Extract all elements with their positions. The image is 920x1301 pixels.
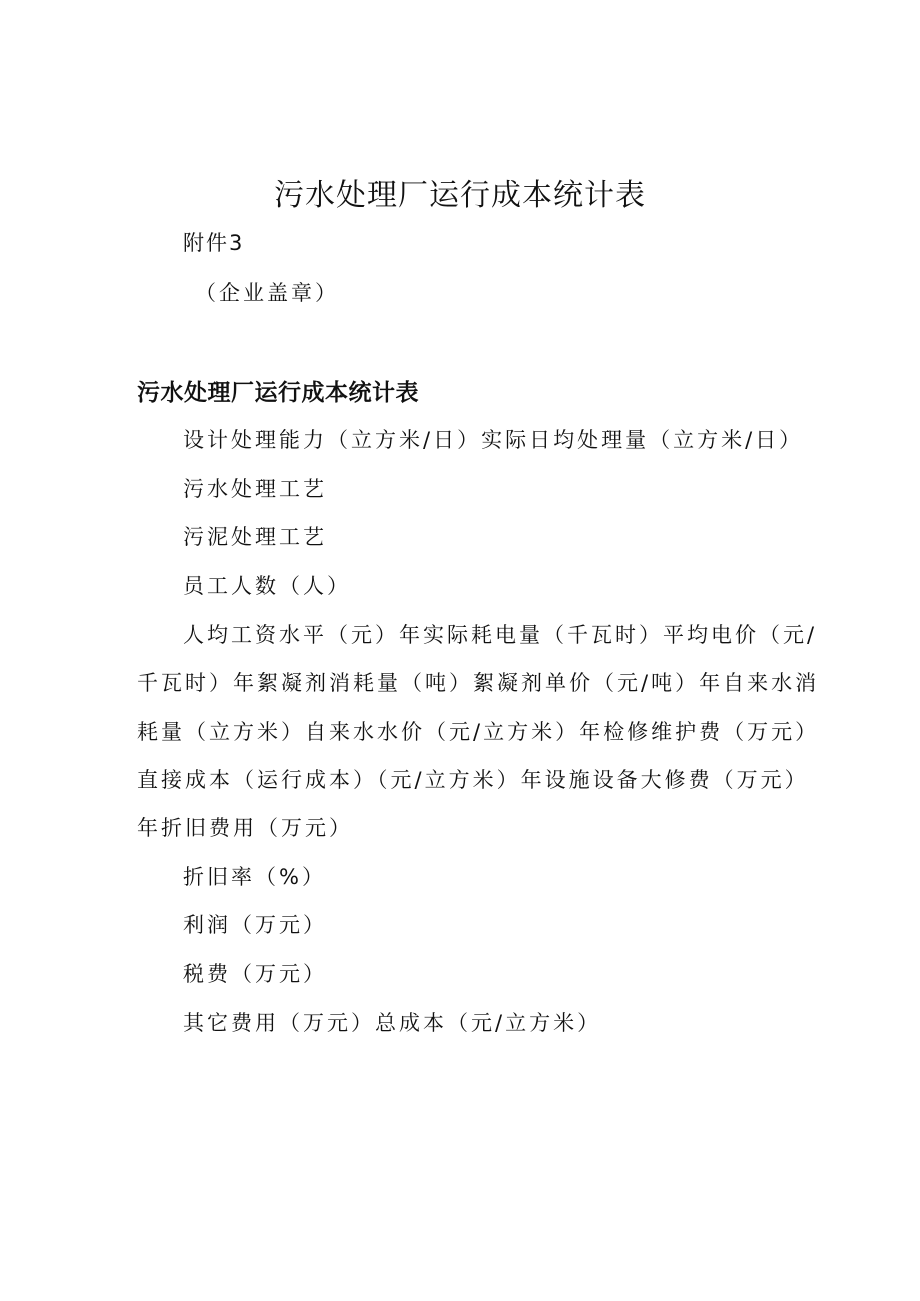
document-title: 污水处理厂运行成本统计表 bbox=[274, 178, 646, 213]
line-staff-count: 员工人数（人） bbox=[183, 574, 351, 598]
line-depreciation-rate: 折旧率（%） bbox=[183, 865, 326, 889]
line-direct-cost-overhaul: 直接成本（运行成本）（元/立方米）年设施设备大修费（万元） bbox=[137, 768, 809, 792]
line-other-total-cost: 其它费用（万元）总成本（元/立方米） bbox=[183, 1011, 602, 1035]
line-depreciation-cost: 年折旧费用（万元） bbox=[137, 816, 353, 840]
line-tax: 税费（万元） bbox=[183, 962, 327, 986]
line-design-capacity: 设计处理能力（立方米/日）实际日均处理量（立方米/日） bbox=[183, 428, 804, 452]
line-sewage-process: 污水处理工艺 bbox=[183, 477, 327, 501]
table-subtitle: 污水处理厂运行成本统计表 bbox=[137, 380, 419, 406]
line-flocculant: 千瓦时）年絮凝剂消耗量（吨）絮凝剂单价（元/吨）年自来水消 bbox=[137, 671, 820, 695]
line-wage-electricity: 人均工资水平（元）年实际耗电量（千瓦时）平均电价（元/ bbox=[183, 623, 818, 647]
attachment-label: 附件3 bbox=[183, 231, 245, 255]
line-profit: 利润（万元） bbox=[183, 913, 327, 937]
company-seal-note: （企业盖章） bbox=[195, 281, 339, 305]
line-sludge-process: 污泥处理工艺 bbox=[183, 525, 327, 549]
line-tap-water-maintenance: 耗量（立方米）自来水水价（元/立方米）年检修维护费（万元） bbox=[137, 720, 820, 744]
